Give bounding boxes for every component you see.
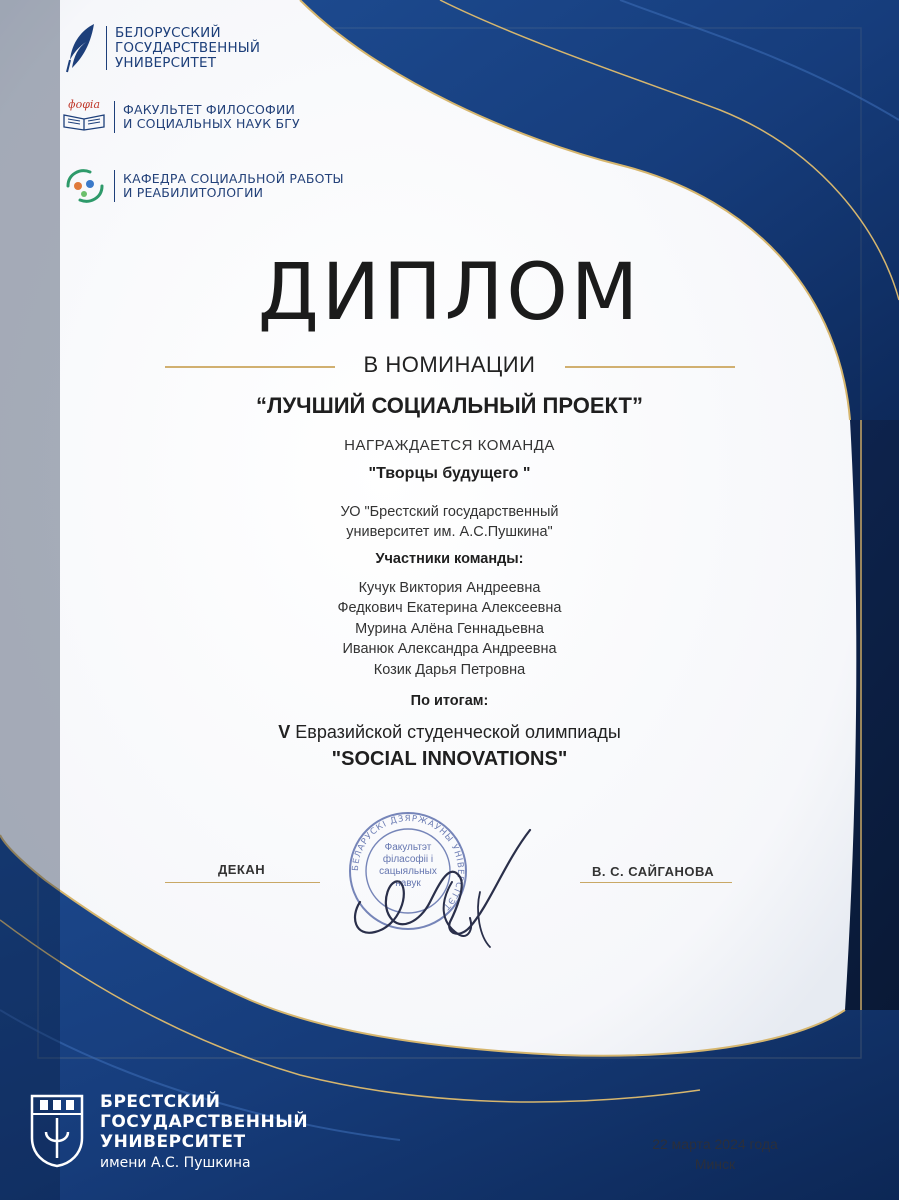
book-emblem [60, 98, 108, 136]
faculty-line-2: И СОЦИАЛЬНЫХ НАУК БГУ [123, 116, 300, 131]
results-label: По итогам: [410, 693, 489, 709]
stamp-line-4: навук [395, 878, 421, 889]
awarded-label: НАГРАЖДАЕТСЯ КОМАНДА [344, 437, 555, 454]
members-label: Участники команды: [375, 551, 524, 567]
brsu-emblem-icon [28, 1092, 86, 1168]
stamp-line-3: сацыяльных [379, 866, 437, 877]
nomination-name: “ЛУЧШИЙ СОЦИАЛЬНЫЙ ПРОЕКТ” [256, 393, 643, 418]
award-date: 22 марта 2024 года [652, 1136, 778, 1152]
department-logo [62, 164, 344, 208]
brsu-line-3: УНИВЕРСИТЕТ [100, 1132, 246, 1152]
member-4: Иванюк Александра Андреевна [342, 641, 557, 657]
olympiad-name: "SOCIAL INNOVATIONS" [331, 748, 568, 770]
dean-signature-line-right [580, 882, 732, 883]
brsu-line-1: БРЕСТСКИЙ [100, 1092, 221, 1112]
member-5: Козик Дарья Петровна [373, 662, 526, 678]
member-3: Мурина Алёна Геннадьевна [355, 621, 544, 637]
faculty-name [123, 103, 300, 131]
department-emblem-icon [62, 164, 108, 208]
brsu-subtitle: имени А.С. Пушкина [100, 1155, 251, 1171]
olympiad-line [0, 722, 899, 743]
bgu-line-2: ГОСУДАРСТВЕННЫЙ [115, 39, 261, 56]
brsu-logo [28, 1092, 308, 1172]
faculty-emblem-text: ɸoφia [67, 98, 100, 111]
logo-separator [106, 26, 107, 70]
olympiad-text: Евразийской студенческой олимпиады [295, 722, 621, 742]
nomination-label: В НОМИНАЦИИ [363, 352, 536, 377]
bgu-line-1: БЕЛОРУССКИЙ [115, 24, 221, 41]
logo-separator [114, 101, 115, 133]
faculty-line-1: ФАКУЛЬТЕТ ФИЛОСОФИИ [123, 102, 296, 117]
date-place [620, 1134, 810, 1174]
department-line-1: КАФЕДРА СОЦИАЛЬНОЙ РАБОТЫ [123, 171, 344, 186]
dean-signature [340, 822, 550, 952]
bgu-name [115, 26, 260, 71]
brsu-line-2: ГОСУДАРСТВЕННЫЙ [100, 1112, 309, 1132]
dean-signature-line-left [165, 882, 320, 883]
logo-separator [114, 170, 115, 202]
quill-icon [64, 22, 100, 74]
stamp-line-1: Факультэт [384, 842, 432, 853]
diploma-title: ДИПЛОМ [257, 248, 642, 338]
brsu-name [100, 1092, 308, 1172]
bgu-logo [64, 22, 260, 74]
department-line-2: И РЕАБИЛИТОЛОГИИ [123, 185, 264, 200]
stamp-line-2: філасофіі і [382, 854, 434, 865]
institution-line-2: университет им. А.С.Пушкина" [346, 524, 553, 540]
department-name [123, 172, 344, 200]
dean-name: В. С. САЙГАНОВА [592, 864, 715, 879]
dean-label: ДЕКАН [218, 862, 266, 877]
faculty-logo [60, 98, 300, 136]
stamp-ring-text: БЕЛАРУСКІ ДЗЯРЖАЎНЫ ЎНІВЕРСІТЭТ [350, 813, 466, 912]
member-1: Кучук Виктория Андреевна [358, 580, 541, 596]
book-icon [62, 111, 106, 131]
member-2: Федкович Екатерина Алексеевна [337, 600, 562, 616]
team-name: "Творцы будущего " [368, 465, 531, 482]
institution-line-1: УО "Брестский государственный [340, 504, 559, 520]
bgu-line-3: УНИВЕРСИТЕТ [115, 54, 217, 71]
award-city: Минск [694, 1156, 736, 1172]
olympiad-numeral: V [278, 722, 291, 742]
